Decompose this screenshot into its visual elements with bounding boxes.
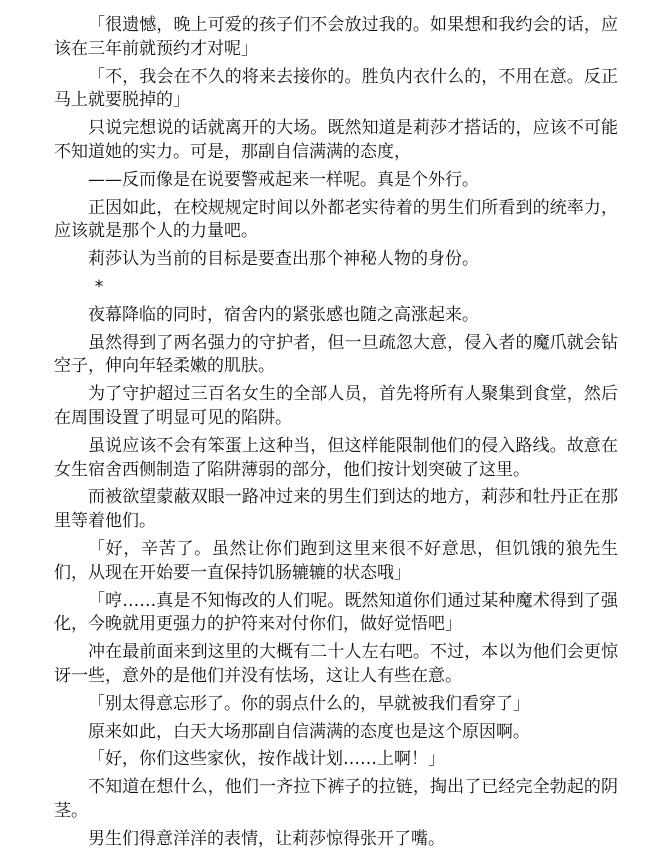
narration-paragraph: 只说完想说的话就离开的大场。既然知道是莉莎才搭话的，应该不可能不知道她的实力。可是，那副自信满满的态度， (54, 118, 618, 162)
narration-paragraph: 正因如此，在校规规定时间以外都老实待着的男生们所看到的统率力，应该就是那个人的力量吧。 (54, 197, 618, 242)
narration-paragraph: 为了守护超过三百名女生的全部人员，首先将所有人聚集到食堂，然后在周围设置了明显可见的陷阱。 (54, 384, 618, 428)
dialogue-paragraph: 「哼……真是不知悔改的人们呢。既然知道你们通过某种魔术得到了强化，今晚就用更强力的护符来对付你们，做好觉悟吧」 (54, 590, 618, 635)
narration-paragraph: 男生们得意洋洋的表情，让莉莎惊得张开了嘴。 (88, 828, 445, 849)
scene-separator: * (94, 276, 104, 297)
dialogue-paragraph: 「别太得意忘形了。你的弱点什么的，早就被我们看穿了」 (88, 693, 530, 714)
narration-paragraph: 虽说应该不会有笨蛋上这种当，但这样能限制他们的侵入路线。故意在女生宿舍西侧制造了陷阱薄弱的部分，他们按计划突破了这里。 (54, 435, 618, 480)
dialogue-paragraph: 「好，你们这些家伙，按作战计划……上啊！」 (88, 749, 445, 770)
narration-paragraph: 莉莎认为当前的目标是要查出那个神秘人物的身份。 (88, 249, 479, 270)
narration-paragraph: 不知道在想什么，他们一齐拉下裤子的拉链，掏出了已经完全勃起的阴茎。 (54, 777, 618, 821)
narration-paragraph: ——反而像是在说要警戒起来一样呢。真是个外行。 (88, 169, 479, 190)
narration-paragraph: 冲在最前面来到这里的大概有二十人左右吧。不过，本以为他们会更惊讶一些，意外的是他们并没有怯场，这让人有些在意。 (54, 642, 618, 686)
narration-paragraph: 夜幕降临的同时，宿舍内的紧张感也随之高涨起来。 (88, 304, 479, 325)
dialogue-paragraph: 「很遗憾，晚上可爱的孩子们不会放过我的。如果想和我约会的话，应该在三年前就预约才对呢」 (54, 15, 618, 59)
dialogue-paragraph: 「好，辛苦了。虽然让你们跑到这里来很不好意思，但饥饿的狼先生们，从现在开始要一直保持饥肠辘辘的状态哦」 (54, 538, 618, 583)
narration-paragraph: 而被欲望蒙蔽双眼一路冲过来的男生们到达的地方，莉莎和牡丹正在那里等着他们。 (54, 487, 618, 532)
dialogue-paragraph: 「不，我会在不久的将来去接你的。胜负内衣什么的，不用在意。反正马上就要脱掉的」 (54, 66, 618, 111)
narration-paragraph: 原来如此，白天大场那副自信满满的态度也是这个原因啊。 (88, 721, 530, 742)
narration-paragraph: 虽然得到了两名强力的守护者，但一旦疏忽大意，侵入者的魔爪就会钻空子，伸向年轻柔嫩的肌肤。 (54, 332, 618, 377)
